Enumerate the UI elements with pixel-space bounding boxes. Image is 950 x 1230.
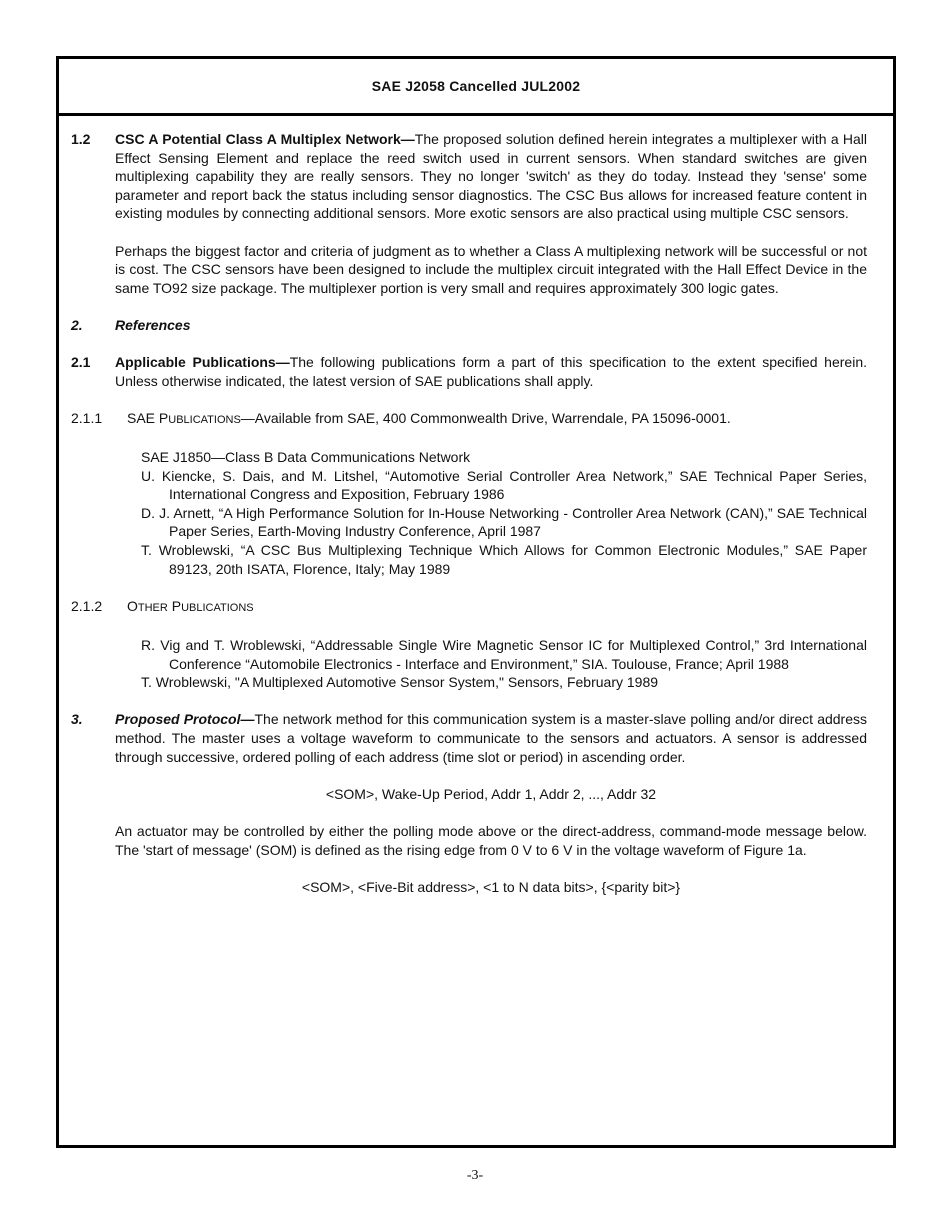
section-number: 2. <box>71 316 83 333</box>
section-text <box>115 710 867 766</box>
section-body: The proposed solution defined herein integrates a multiplexer with a Hall Effect Sensing Element and replace the reed switch used in current sensors. When standard switches are given multiplexing capability they are really sensors. They no longer 'switch' as they do today. Instead they 'sense' some parameter and report back the status including sensor diagnostics. The CSC Bus allows for increased feature content in existing modules by connecting additional sensors. More exotic sensors are also practical using multiple CSC sensors. <box>115 131 868 222</box>
polling-message-format: <SOM>, Wake-Up Period, Addr 1, Addr 2, ..., Addr 32 <box>325 785 657 802</box>
section-number: 2.1 <box>71 354 91 371</box>
section-heading: Applicable Publications— <box>115 354 290 371</box>
section-number: 3. <box>71 711 83 728</box>
section-heading: OTHER PUBLICATIONS <box>127 597 254 614</box>
document-title: SAE J2058 Cancelled JUL2002 <box>371 78 581 94</box>
reference-item: D. J. Arnett, “A High Performance Solution for In-House Networking - Controller Area Network (CAN),” SAE Technical Paper Series, Earth-Moving Industry Conference, April 1987 <box>141 504 867 540</box>
section-2-1-2 <box>71 597 867 618</box>
section-2-1-1 <box>71 409 867 430</box>
reference-item: T. Wroblewski, "A Multiplexed Automotive Sensor System," Sensors, February 1989 <box>141 674 659 691</box>
other-publications-list <box>141 636 867 692</box>
sae-publications-list <box>141 448 867 578</box>
reference-item: U. Kiencke, S. Dais, and M. Litshel, “Automotive Serial Controller Area Network,” SAE Technical Paper Series, International Congress and Exposition, February 1986 <box>141 467 867 503</box>
section-text <box>115 353 867 390</box>
reference-item: R. Vig and T. Wroblewski, “Addressable Single Wire Magnetic Sensor IC for Multiplexed Control,” 3rd International Conference “Automobile Electronics - Interface and Environment,” SIA. Toulouse, France; April 1988 <box>141 637 867 672</box>
section-body: —Available from SAE, 400 Commonwealth Drive, Warrendale, PA 15096-0001. <box>240 409 731 426</box>
section-heading: Proposed Protocol— <box>115 711 255 728</box>
section-number: 2.1.1 <box>71 409 103 426</box>
section-1-2-para-2: Perhaps the biggest factor and criteria of judgment as to whether a Class A multiplexing network will be successful or not is cost. The CSC sensors have been designed to include the multiplex circuit integrated with the Hall Effect Device in the same TO92 size package. The multiplexer portion is very small and requires approximately 300 logic gates. <box>115 242 867 296</box>
section-body: The following publications form a part of this specification to the extent specified herein. Unless otherwise indicated, the latest version of SAE publications shall apply. <box>115 354 867 389</box>
section-2-1 <box>71 353 867 390</box>
section-heading: CSC A Potential Class A Multiplex Network— <box>115 131 415 147</box>
reference-item: T. Wroblewski, “A CSC Bus Multiplexing Technique Which Allows for Common Electronic Modules,” SAE Paper 89123, 20th ISATA, Florence, Italy; May 1989 <box>141 542 867 577</box>
document-body <box>59 116 893 896</box>
page-header <box>59 59 893 116</box>
section-body: The network method for this communication system is a master-slave polling and/or direct address method. The master uses a voltage waveform to communicate to the sensors and actuators. A sensor is addressed through successive, ordered polling of each address (time slot or period) in ascending order. <box>115 711 867 765</box>
page-number: -3- <box>466 1168 484 1183</box>
section-3 <box>71 710 867 766</box>
page-frame <box>56 56 896 1148</box>
section-heading: References <box>115 316 191 333</box>
section-2 <box>71 316 867 335</box>
section-text: SAE PUBLICATIONS—Available from SAE, 400 Commonwealth Drive, Warrendale, PA 15096-0001. <box>127 409 731 426</box>
section-number: 1.2 <box>71 131 91 147</box>
section-number: 2.1.2 <box>71 597 103 614</box>
section-1-2 <box>71 130 867 223</box>
reference-item: SAE J1850—Class B Data Communications Network <box>141 449 471 466</box>
section-text <box>115 130 867 223</box>
command-message-format: <SOM>, <Five-Bit address>, <1 to N data bits>, {<parity bit>} <box>301 878 681 895</box>
section-3-para-2: An actuator may be controlled by either the polling mode above or the direct-address, command-mode message below. The 'start of message' (SOM) is defined as the rising edge from 0 V to 6 V in the voltage waveform of Figure 1a. <box>115 822 867 858</box>
